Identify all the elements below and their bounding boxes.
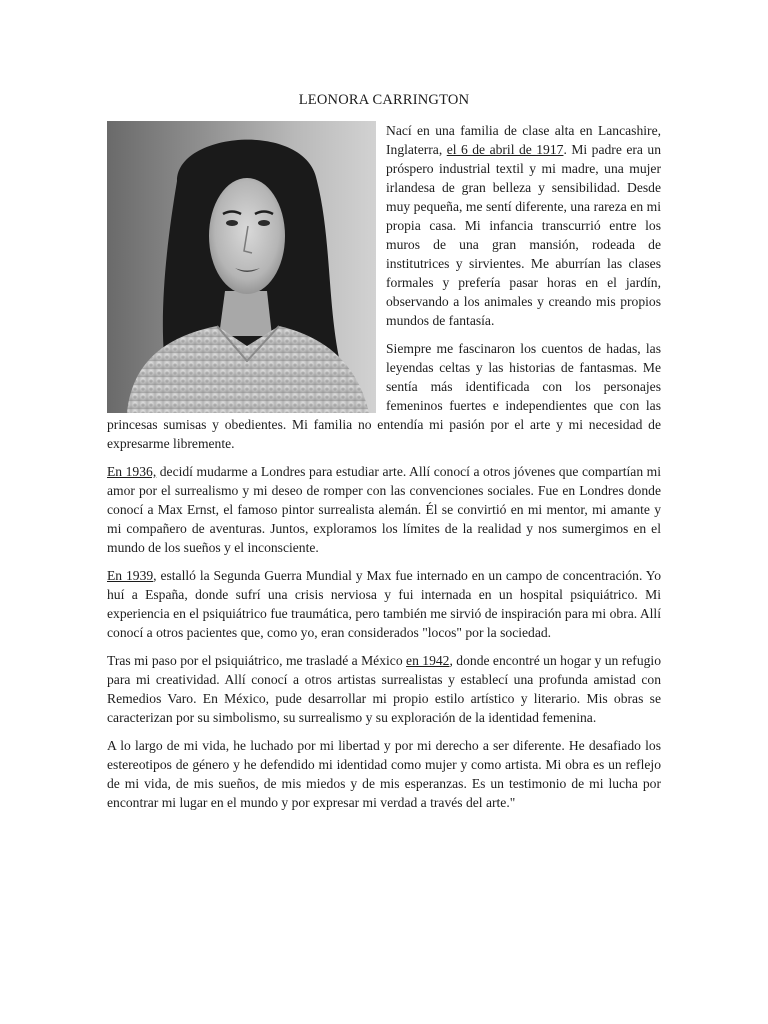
paragraph-4-text: , estalló la Segunda Guerra Mundial y Max fue internado en un campo de concentración. Yo huí a España, donde sufrí una crisis nerviosa y fui internada en un hospital psiquiátrico. Mi experiencia en el psiquiátrico fue traumática, pero también me sirvió de inspiración para mi obra. Allí conocí a otros pacientes que, como yo, eran considerados "locos" por la sociedad. (107, 568, 661, 640)
paragraph-1-text: Nací en una familia de clase alta en Lancashire, Inglaterra, (386, 123, 661, 157)
paragraph-1-date: el 6 de abril de 1917 (446, 142, 564, 157)
portrait-image (107, 121, 376, 413)
document-page (107, 92, 661, 821)
paragraph-3-date: En 1936, (107, 464, 157, 479)
paragraph-1-text-cont: . Mi padre era un próspero industrial textil y mi madre, una mujer irlandesa de gran belleza y sensibilidad. Desde muy pequeña, me sentí diferente, una rareza en mi propia casa. Mi infancia transcurrió entre los muros de una gran mansión, rodeada de institutrices y sirvientes. Me aburrían las clases formales y prefería pasar horas en el jardín, observando a los animales y creando mis propios mundos de fantasía. (386, 142, 661, 328)
paragraph-2-text: Siempre me fascinaron los cuentos de hadas, las leyendas celtas y las historias de fantasmas. Me sentía más identificada con los personajes femeninos fuertes e independientes que con las princesas sumisas y obedientes. Mi familia no entendía mi pasión por el arte y mi necesidad de expresarme libremente. (107, 341, 661, 451)
paragraph-3 (107, 462, 661, 557)
paragraph-3-text: decidí mudarme a Londres para estudiar arte. Allí conocí a otros jóvenes que compartían mi amor por el surrealismo y mi deseo de romper con las convenciones sociales. Fue en Londres donde conocí a Max Ernst, el famoso pintor surrealista alemán. Él se convirtió en mi mentor, mi amante y mi compañero de aventuras. Juntos, exploramos los límites de la realidad y nos sumergimos en el mundo de los sueños y el inconsciente. (107, 464, 661, 555)
paragraph-6 (107, 736, 661, 812)
document-title: LEONORA CARRINGTON (298, 92, 470, 108)
paragraph-5-text: Tras mi paso por el psiquiátrico, me trasladé a México (107, 653, 407, 668)
paragraph-4-date: En 1939 (107, 568, 154, 583)
paragraph-5-text-cont: , donde encontré un hogar y un refugio para mi creatividad. Allí conocí a otros artistas surrealistas y establecí una profunda amistad con Remedios Varo. En México, pude desarrollar mi propio estilo artístico y literario. Mis obras se caracterizan por su simbolismo, su surrealismo y su exploración de la identidad femenina. (107, 653, 661, 725)
portrait-photo (107, 121, 376, 413)
paragraph-4 (107, 566, 661, 642)
paragraph-5-date: en 1942 (406, 653, 450, 668)
paragraph-5 (107, 651, 661, 727)
paragraph-6-text: A lo largo de mi vida, he luchado por mi libertad y por mi derecho a ser diferente. He desafiado los estereotipos de género y he defendido mi identidad como mujer y como artista. Mi obra es un reflejo de mi vida, de mis sueños, de mis miedos y de mis esperanzas. Es un testimonio de mi lucha por encontrar mi lugar en el mundo y por expresar mi verdad a través del arte." (107, 738, 661, 810)
